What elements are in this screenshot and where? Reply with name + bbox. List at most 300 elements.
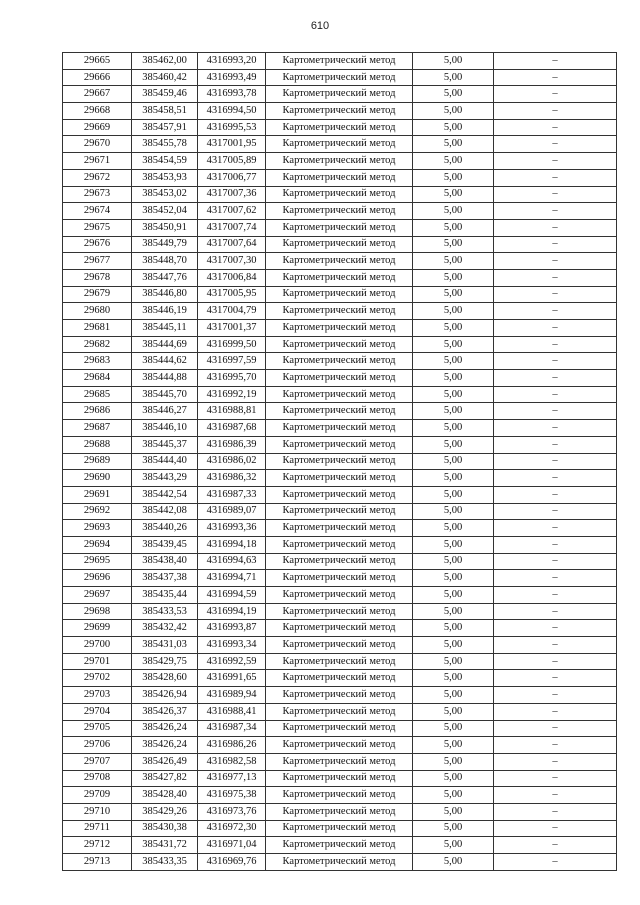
table-row: [63, 587, 617, 604]
x-coordinate-cell: 385455,78: [132, 136, 198, 153]
table-row: [63, 69, 617, 86]
point-number-cell: 29707: [63, 753, 132, 770]
x-coordinate-cell: 385429,26: [132, 803, 198, 820]
x-coordinate-cell: 385445,37: [132, 436, 198, 453]
point-number-cell: 29687: [63, 420, 132, 437]
y-coordinate-cell: 4316986,02: [198, 453, 266, 470]
precision-cell: 5,00: [413, 587, 494, 604]
method-cell: Картометрический метод: [266, 787, 413, 804]
y-coordinate-cell: 4316994,18: [198, 536, 266, 553]
precision-cell: 5,00: [413, 186, 494, 203]
point-number-cell: 29667: [63, 86, 132, 103]
y-coordinate-cell: 4316997,59: [198, 353, 266, 370]
method-cell: Картометрический метод: [266, 219, 413, 236]
x-coordinate-cell: 385432,42: [132, 620, 198, 637]
table-row: [63, 370, 617, 387]
method-cell: Картометрический метод: [266, 520, 413, 537]
precision-cell: 5,00: [413, 103, 494, 120]
page-number: 610: [310, 20, 330, 32]
note-cell: –: [494, 520, 617, 537]
method-cell: Картометрический метод: [266, 820, 413, 837]
table-row: [63, 653, 617, 670]
x-coordinate-cell: 385459,46: [132, 86, 198, 103]
y-coordinate-cell: 4317007,64: [198, 236, 266, 253]
y-coordinate-cell: 4316989,94: [198, 687, 266, 704]
method-cell: Картометрический метод: [266, 169, 413, 186]
table-row: [63, 336, 617, 353]
table-row: [63, 637, 617, 654]
table-row: [63, 386, 617, 403]
point-number-cell: 29708: [63, 770, 132, 787]
note-cell: –: [494, 687, 617, 704]
point-number-cell: 29689: [63, 453, 132, 470]
precision-cell: 5,00: [413, 854, 494, 871]
y-coordinate-cell: 4316986,26: [198, 737, 266, 754]
method-cell: Картометрический метод: [266, 803, 413, 820]
x-coordinate-cell: 385444,62: [132, 353, 198, 370]
y-coordinate-cell: 4316987,68: [198, 420, 266, 437]
point-number-cell: 29685: [63, 386, 132, 403]
x-coordinate-cell: 385446,80: [132, 286, 198, 303]
x-coordinate-cell: 385450,91: [132, 219, 198, 236]
x-coordinate-cell: 385427,82: [132, 770, 198, 787]
method-cell: Картометрический метод: [266, 570, 413, 587]
note-cell: –: [494, 69, 617, 86]
y-coordinate-cell: 4316986,39: [198, 436, 266, 453]
y-coordinate-cell: 4317006,84: [198, 269, 266, 286]
table-row: [63, 420, 617, 437]
table-row: [63, 803, 617, 820]
table-row: [63, 269, 617, 286]
precision-cell: 5,00: [413, 436, 494, 453]
point-number-cell: 29666: [63, 69, 132, 86]
note-cell: –: [494, 219, 617, 236]
method-cell: Картометрический метод: [266, 637, 413, 654]
method-cell: Картометрический метод: [266, 320, 413, 337]
y-coordinate-cell: 4316993,87: [198, 620, 266, 637]
method-cell: Картометрический метод: [266, 336, 413, 353]
precision-cell: 5,00: [413, 553, 494, 570]
point-number-cell: 29670: [63, 136, 132, 153]
table-row: [63, 53, 617, 70]
note-cell: –: [494, 803, 617, 820]
x-coordinate-cell: 385431,03: [132, 637, 198, 654]
y-coordinate-cell: 4316993,34: [198, 637, 266, 654]
point-number-cell: 29696: [63, 570, 132, 587]
table-row: [63, 136, 617, 153]
y-coordinate-cell: 4316975,38: [198, 787, 266, 804]
note-cell: –: [494, 653, 617, 670]
precision-cell: 5,00: [413, 787, 494, 804]
x-coordinate-cell: 385462,00: [132, 53, 198, 70]
precision-cell: 5,00: [413, 687, 494, 704]
method-cell: Картометрический метод: [266, 453, 413, 470]
note-cell: –: [494, 587, 617, 604]
table-row: [63, 470, 617, 487]
x-coordinate-cell: 385428,40: [132, 787, 198, 804]
table-row: [63, 320, 617, 337]
note-cell: –: [494, 353, 617, 370]
table-row: [63, 670, 617, 687]
x-coordinate-cell: 385446,19: [132, 303, 198, 320]
precision-cell: 5,00: [413, 253, 494, 270]
x-coordinate-cell: 385452,04: [132, 203, 198, 220]
x-coordinate-cell: 385426,37: [132, 703, 198, 720]
y-coordinate-cell: 4317007,62: [198, 203, 266, 220]
point-number-cell: 29702: [63, 670, 132, 687]
y-coordinate-cell: 4316992,19: [198, 386, 266, 403]
note-cell: –: [494, 153, 617, 170]
method-cell: Картометрический метод: [266, 587, 413, 604]
x-coordinate-cell: 385457,91: [132, 119, 198, 136]
table-row: [63, 770, 617, 787]
y-coordinate-cell: 4316993,49: [198, 69, 266, 86]
precision-cell: 5,00: [413, 286, 494, 303]
note-cell: –: [494, 286, 617, 303]
precision-cell: 5,00: [413, 837, 494, 854]
point-number-cell: 29688: [63, 436, 132, 453]
note-cell: –: [494, 837, 617, 854]
note-cell: –: [494, 620, 617, 637]
table-row: [63, 453, 617, 470]
method-cell: Картометрический метод: [266, 386, 413, 403]
method-cell: Картометрический метод: [266, 370, 413, 387]
note-cell: –: [494, 787, 617, 804]
point-number-cell: 29676: [63, 236, 132, 253]
note-cell: –: [494, 320, 617, 337]
precision-cell: 5,00: [413, 53, 494, 70]
note-cell: –: [494, 136, 617, 153]
table-row: [63, 153, 617, 170]
x-coordinate-cell: 385426,24: [132, 720, 198, 737]
y-coordinate-cell: 4316993,78: [198, 86, 266, 103]
note-cell: –: [494, 169, 617, 186]
note-cell: –: [494, 637, 617, 654]
x-coordinate-cell: 385453,93: [132, 169, 198, 186]
method-cell: Картометрический метод: [266, 353, 413, 370]
method-cell: Картометрический метод: [266, 670, 413, 687]
point-number-cell: 29680: [63, 303, 132, 320]
x-coordinate-cell: 385445,11: [132, 320, 198, 337]
x-coordinate-cell: 385447,76: [132, 269, 198, 286]
note-cell: –: [494, 370, 617, 387]
precision-cell: 5,00: [413, 320, 494, 337]
point-number-cell: 29693: [63, 520, 132, 537]
precision-cell: 5,00: [413, 670, 494, 687]
point-number-cell: 29665: [63, 53, 132, 70]
method-cell: Картометрический метод: [266, 854, 413, 871]
method-cell: Картометрический метод: [266, 620, 413, 637]
table-row: [63, 720, 617, 737]
point-number-cell: 29711: [63, 820, 132, 837]
y-coordinate-cell: 4317005,89: [198, 153, 266, 170]
y-coordinate-cell: 4316992,59: [198, 653, 266, 670]
point-number-cell: 29681: [63, 320, 132, 337]
y-coordinate-cell: 4316987,34: [198, 720, 266, 737]
x-coordinate-cell: 385437,38: [132, 570, 198, 587]
precision-cell: 5,00: [413, 820, 494, 837]
precision-cell: 5,00: [413, 236, 494, 253]
precision-cell: 5,00: [413, 86, 494, 103]
x-coordinate-cell: 385448,70: [132, 253, 198, 270]
table-row: [63, 603, 617, 620]
point-number-cell: 29699: [63, 620, 132, 637]
table-row: [63, 486, 617, 503]
precision-cell: 5,00: [413, 353, 494, 370]
note-cell: –: [494, 737, 617, 754]
y-coordinate-cell: 4316987,33: [198, 486, 266, 503]
note-cell: –: [494, 820, 617, 837]
table-row: [63, 753, 617, 770]
table-row: [63, 570, 617, 587]
point-number-cell: 29709: [63, 787, 132, 804]
x-coordinate-cell: 385446,10: [132, 420, 198, 437]
y-coordinate-cell: 4317007,30: [198, 253, 266, 270]
precision-cell: 5,00: [413, 620, 494, 637]
x-coordinate-cell: 385443,29: [132, 470, 198, 487]
x-coordinate-cell: 385454,59: [132, 153, 198, 170]
x-coordinate-cell: 385442,08: [132, 503, 198, 520]
point-number-cell: 29703: [63, 687, 132, 704]
note-cell: –: [494, 753, 617, 770]
x-coordinate-cell: 385444,88: [132, 370, 198, 387]
table-row: [63, 820, 617, 837]
point-number-cell: 29695: [63, 553, 132, 570]
y-coordinate-cell: 4316986,32: [198, 470, 266, 487]
y-coordinate-cell: 4316969,76: [198, 854, 266, 871]
table-row: [63, 186, 617, 203]
method-cell: Картометрический метод: [266, 119, 413, 136]
note-cell: –: [494, 253, 617, 270]
x-coordinate-cell: 385446,27: [132, 403, 198, 420]
y-coordinate-cell: 4317005,95: [198, 286, 266, 303]
method-cell: Картометрический метод: [266, 503, 413, 520]
y-coordinate-cell: 4316995,70: [198, 370, 266, 387]
point-number-cell: 29686: [63, 403, 132, 420]
note-cell: –: [494, 603, 617, 620]
point-number-cell: 29701: [63, 653, 132, 670]
x-coordinate-cell: 385433,35: [132, 854, 198, 871]
method-cell: Картометрический метод: [266, 703, 413, 720]
x-coordinate-cell: 385439,45: [132, 536, 198, 553]
point-number-cell: 29704: [63, 703, 132, 720]
y-coordinate-cell: 4317006,77: [198, 169, 266, 186]
table-row: [63, 403, 617, 420]
method-cell: Картометрический метод: [266, 653, 413, 670]
point-number-cell: 29678: [63, 269, 132, 286]
table-row: [63, 353, 617, 370]
y-coordinate-cell: 4316993,20: [198, 53, 266, 70]
method-cell: Картометрический метод: [266, 103, 413, 120]
x-coordinate-cell: 385426,49: [132, 753, 198, 770]
note-cell: –: [494, 770, 617, 787]
method-cell: Картометрический метод: [266, 770, 413, 787]
point-number-cell: 29712: [63, 837, 132, 854]
method-cell: Картометрический метод: [266, 603, 413, 620]
note-cell: –: [494, 486, 617, 503]
point-number-cell: 29690: [63, 470, 132, 487]
x-coordinate-cell: 385429,75: [132, 653, 198, 670]
table-row: [63, 436, 617, 453]
y-coordinate-cell: 4317007,74: [198, 219, 266, 236]
precision-cell: 5,00: [413, 503, 494, 520]
point-number-cell: 29679: [63, 286, 132, 303]
x-coordinate-cell: 385426,94: [132, 687, 198, 704]
precision-cell: 5,00: [413, 536, 494, 553]
precision-cell: 5,00: [413, 169, 494, 186]
y-coordinate-cell: 4316994,63: [198, 553, 266, 570]
table-row: [63, 536, 617, 553]
point-number-cell: 29671: [63, 153, 132, 170]
method-cell: Картометрический метод: [266, 837, 413, 854]
precision-cell: 5,00: [413, 336, 494, 353]
precision-cell: 5,00: [413, 570, 494, 587]
note-cell: –: [494, 503, 617, 520]
note-cell: –: [494, 103, 617, 120]
method-cell: Картометрический метод: [266, 236, 413, 253]
precision-cell: 5,00: [413, 303, 494, 320]
table-row: [63, 854, 617, 871]
method-cell: Картометрический метод: [266, 470, 413, 487]
note-cell: –: [494, 703, 617, 720]
note-cell: –: [494, 453, 617, 470]
table-row: [63, 503, 617, 520]
precision-cell: 5,00: [413, 753, 494, 770]
method-cell: Картометрический метод: [266, 486, 413, 503]
method-cell: Картометрический метод: [266, 403, 413, 420]
precision-cell: 5,00: [413, 219, 494, 236]
method-cell: Картометрический метод: [266, 536, 413, 553]
point-number-cell: 29691: [63, 486, 132, 503]
table-row: [63, 236, 617, 253]
note-cell: –: [494, 470, 617, 487]
method-cell: Картометрический метод: [266, 136, 413, 153]
table-row: [63, 837, 617, 854]
x-coordinate-cell: 385460,42: [132, 69, 198, 86]
note-cell: –: [494, 854, 617, 871]
table-row: [63, 103, 617, 120]
x-coordinate-cell: 385438,40: [132, 553, 198, 570]
point-number-cell: 29684: [63, 370, 132, 387]
x-coordinate-cell: 385442,54: [132, 486, 198, 503]
point-number-cell: 29700: [63, 637, 132, 654]
precision-cell: 5,00: [413, 203, 494, 220]
point-number-cell: 29683: [63, 353, 132, 370]
table-row: [63, 687, 617, 704]
precision-cell: 5,00: [413, 720, 494, 737]
method-cell: Картометрический метод: [266, 737, 413, 754]
x-coordinate-cell: 385435,44: [132, 587, 198, 604]
precision-cell: 5,00: [413, 119, 494, 136]
note-cell: –: [494, 86, 617, 103]
method-cell: Картометрический метод: [266, 753, 413, 770]
method-cell: Картометрический метод: [266, 203, 413, 220]
table-row: [63, 219, 617, 236]
x-coordinate-cell: 385458,51: [132, 103, 198, 120]
note-cell: –: [494, 186, 617, 203]
x-coordinate-cell: 385430,38: [132, 820, 198, 837]
note-cell: –: [494, 403, 617, 420]
x-coordinate-cell: 385445,70: [132, 386, 198, 403]
table-row: [63, 620, 617, 637]
note-cell: –: [494, 570, 617, 587]
y-coordinate-cell: 4316999,50: [198, 336, 266, 353]
y-coordinate-cell: 4316982,58: [198, 753, 266, 770]
y-coordinate-cell: 4316991,65: [198, 670, 266, 687]
y-coordinate-cell: 4316988,81: [198, 403, 266, 420]
coordinates-table-body: [63, 53, 617, 871]
precision-cell: 5,00: [413, 770, 494, 787]
point-number-cell: 29673: [63, 186, 132, 203]
method-cell: Картометрический метод: [266, 186, 413, 203]
y-coordinate-cell: 4316993,36: [198, 520, 266, 537]
coordinates-table: [62, 52, 617, 871]
method-cell: Картометрический метод: [266, 86, 413, 103]
x-coordinate-cell: 385444,40: [132, 453, 198, 470]
note-cell: –: [494, 436, 617, 453]
precision-cell: 5,00: [413, 370, 494, 387]
method-cell: Картометрический метод: [266, 153, 413, 170]
y-coordinate-cell: 4316994,59: [198, 587, 266, 604]
method-cell: Картометрический метод: [266, 286, 413, 303]
y-coordinate-cell: 4316994,19: [198, 603, 266, 620]
precision-cell: 5,00: [413, 470, 494, 487]
precision-cell: 5,00: [413, 453, 494, 470]
y-coordinate-cell: 4316994,71: [198, 570, 266, 587]
precision-cell: 5,00: [413, 737, 494, 754]
precision-cell: 5,00: [413, 703, 494, 720]
y-coordinate-cell: 4316989,07: [198, 503, 266, 520]
point-number-cell: 29706: [63, 737, 132, 754]
x-coordinate-cell: 385444,69: [132, 336, 198, 353]
table-row: [63, 119, 617, 136]
point-number-cell: 29672: [63, 169, 132, 186]
x-coordinate-cell: 385453,02: [132, 186, 198, 203]
note-cell: –: [494, 119, 617, 136]
precision-cell: 5,00: [413, 653, 494, 670]
table-row: [63, 286, 617, 303]
precision-cell: 5,00: [413, 637, 494, 654]
method-cell: Картометрический метод: [266, 253, 413, 270]
y-coordinate-cell: 4317001,37: [198, 320, 266, 337]
point-number-cell: 29675: [63, 219, 132, 236]
note-cell: –: [494, 420, 617, 437]
note-cell: –: [494, 720, 617, 737]
point-number-cell: 29677: [63, 253, 132, 270]
method-cell: Картометрический метод: [266, 269, 413, 286]
note-cell: –: [494, 336, 617, 353]
point-number-cell: 29669: [63, 119, 132, 136]
y-coordinate-cell: 4317004,79: [198, 303, 266, 320]
table-row: [63, 253, 617, 270]
precision-cell: 5,00: [413, 486, 494, 503]
note-cell: –: [494, 53, 617, 70]
point-number-cell: 29710: [63, 803, 132, 820]
note-cell: –: [494, 203, 617, 220]
note-cell: –: [494, 670, 617, 687]
x-coordinate-cell: 385433,53: [132, 603, 198, 620]
method-cell: Картометрический метод: [266, 436, 413, 453]
y-coordinate-cell: 4316972,30: [198, 820, 266, 837]
table-row: [63, 553, 617, 570]
x-coordinate-cell: 385440,26: [132, 520, 198, 537]
precision-cell: 5,00: [413, 269, 494, 286]
y-coordinate-cell: 4316977,13: [198, 770, 266, 787]
table-row: [63, 737, 617, 754]
y-coordinate-cell: 4317001,95: [198, 136, 266, 153]
point-number-cell: 29697: [63, 587, 132, 604]
table-row: [63, 86, 617, 103]
